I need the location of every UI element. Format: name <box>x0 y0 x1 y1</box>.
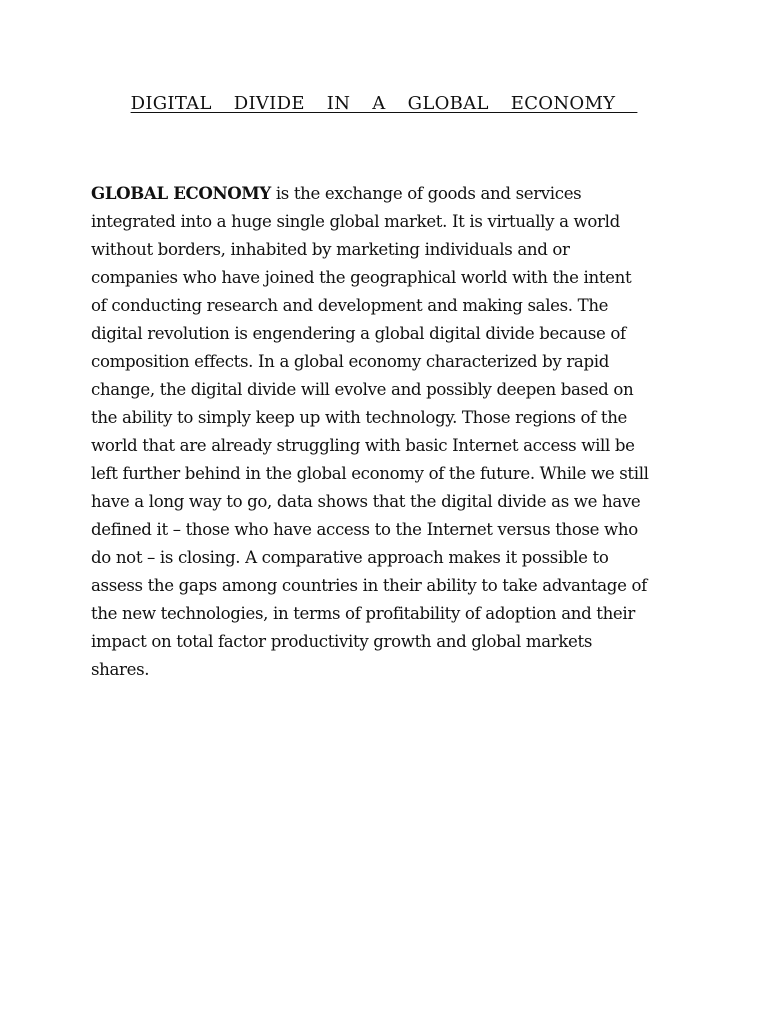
paragraph-line: defined it – those who have access to the Internet versus those who <box>91 520 638 539</box>
paragraph-line <box>91 179 689 208</box>
paragraph-line: assess the gaps among countries in their ability to take advantage of <box>91 576 647 595</box>
document-title <box>0 93 768 114</box>
paragraph-line: do not – is closing. A comparative approach makes it possible to <box>91 548 609 567</box>
paragraph-line-text: is the exchange of goods and services <box>270 184 582 203</box>
paragraph-line: have a long way to go, data shows that the digital divide as we have <box>91 492 641 511</box>
paragraph-line: impact on total factor productivity growth and global markets <box>91 632 593 651</box>
document-title-text: DIGITAL DIVIDE IN A GLOBAL ECONOMY <box>130 93 638 114</box>
paragraph-line: digital revolution is engendering a global digital divide because of <box>91 324 626 343</box>
paragraph-line: of conducting research and development and making sales. The <box>91 296 609 315</box>
paragraph-line: the new technologies, in terms of profitability of adoption and their <box>91 604 635 623</box>
paragraph-line: shares. <box>91 660 150 679</box>
paragraph-line: companies who have joined the geographical world with the intent <box>91 268 632 287</box>
lead-term: GLOBAL ECONOMY <box>91 183 271 203</box>
paragraph-line: left further behind in the global economy of the future. While we still <box>91 464 649 483</box>
paragraph-line: change, the digital divide will evolve and possibly deepen based on <box>91 380 634 399</box>
paragraph-line: world that are already struggling with basic Internet access will be <box>91 436 635 455</box>
paragraph-line: without borders, inhabited by marketing individuals and or <box>91 240 570 259</box>
body-paragraph <box>91 179 689 684</box>
paragraph-line: composition effects. In a global economy characterized by rapid <box>91 352 609 371</box>
paragraph-line: integrated into a huge single global market. It is virtually a world <box>91 212 620 231</box>
paragraph-line: the ability to simply keep up with technology. Those regions of the <box>91 408 628 427</box>
